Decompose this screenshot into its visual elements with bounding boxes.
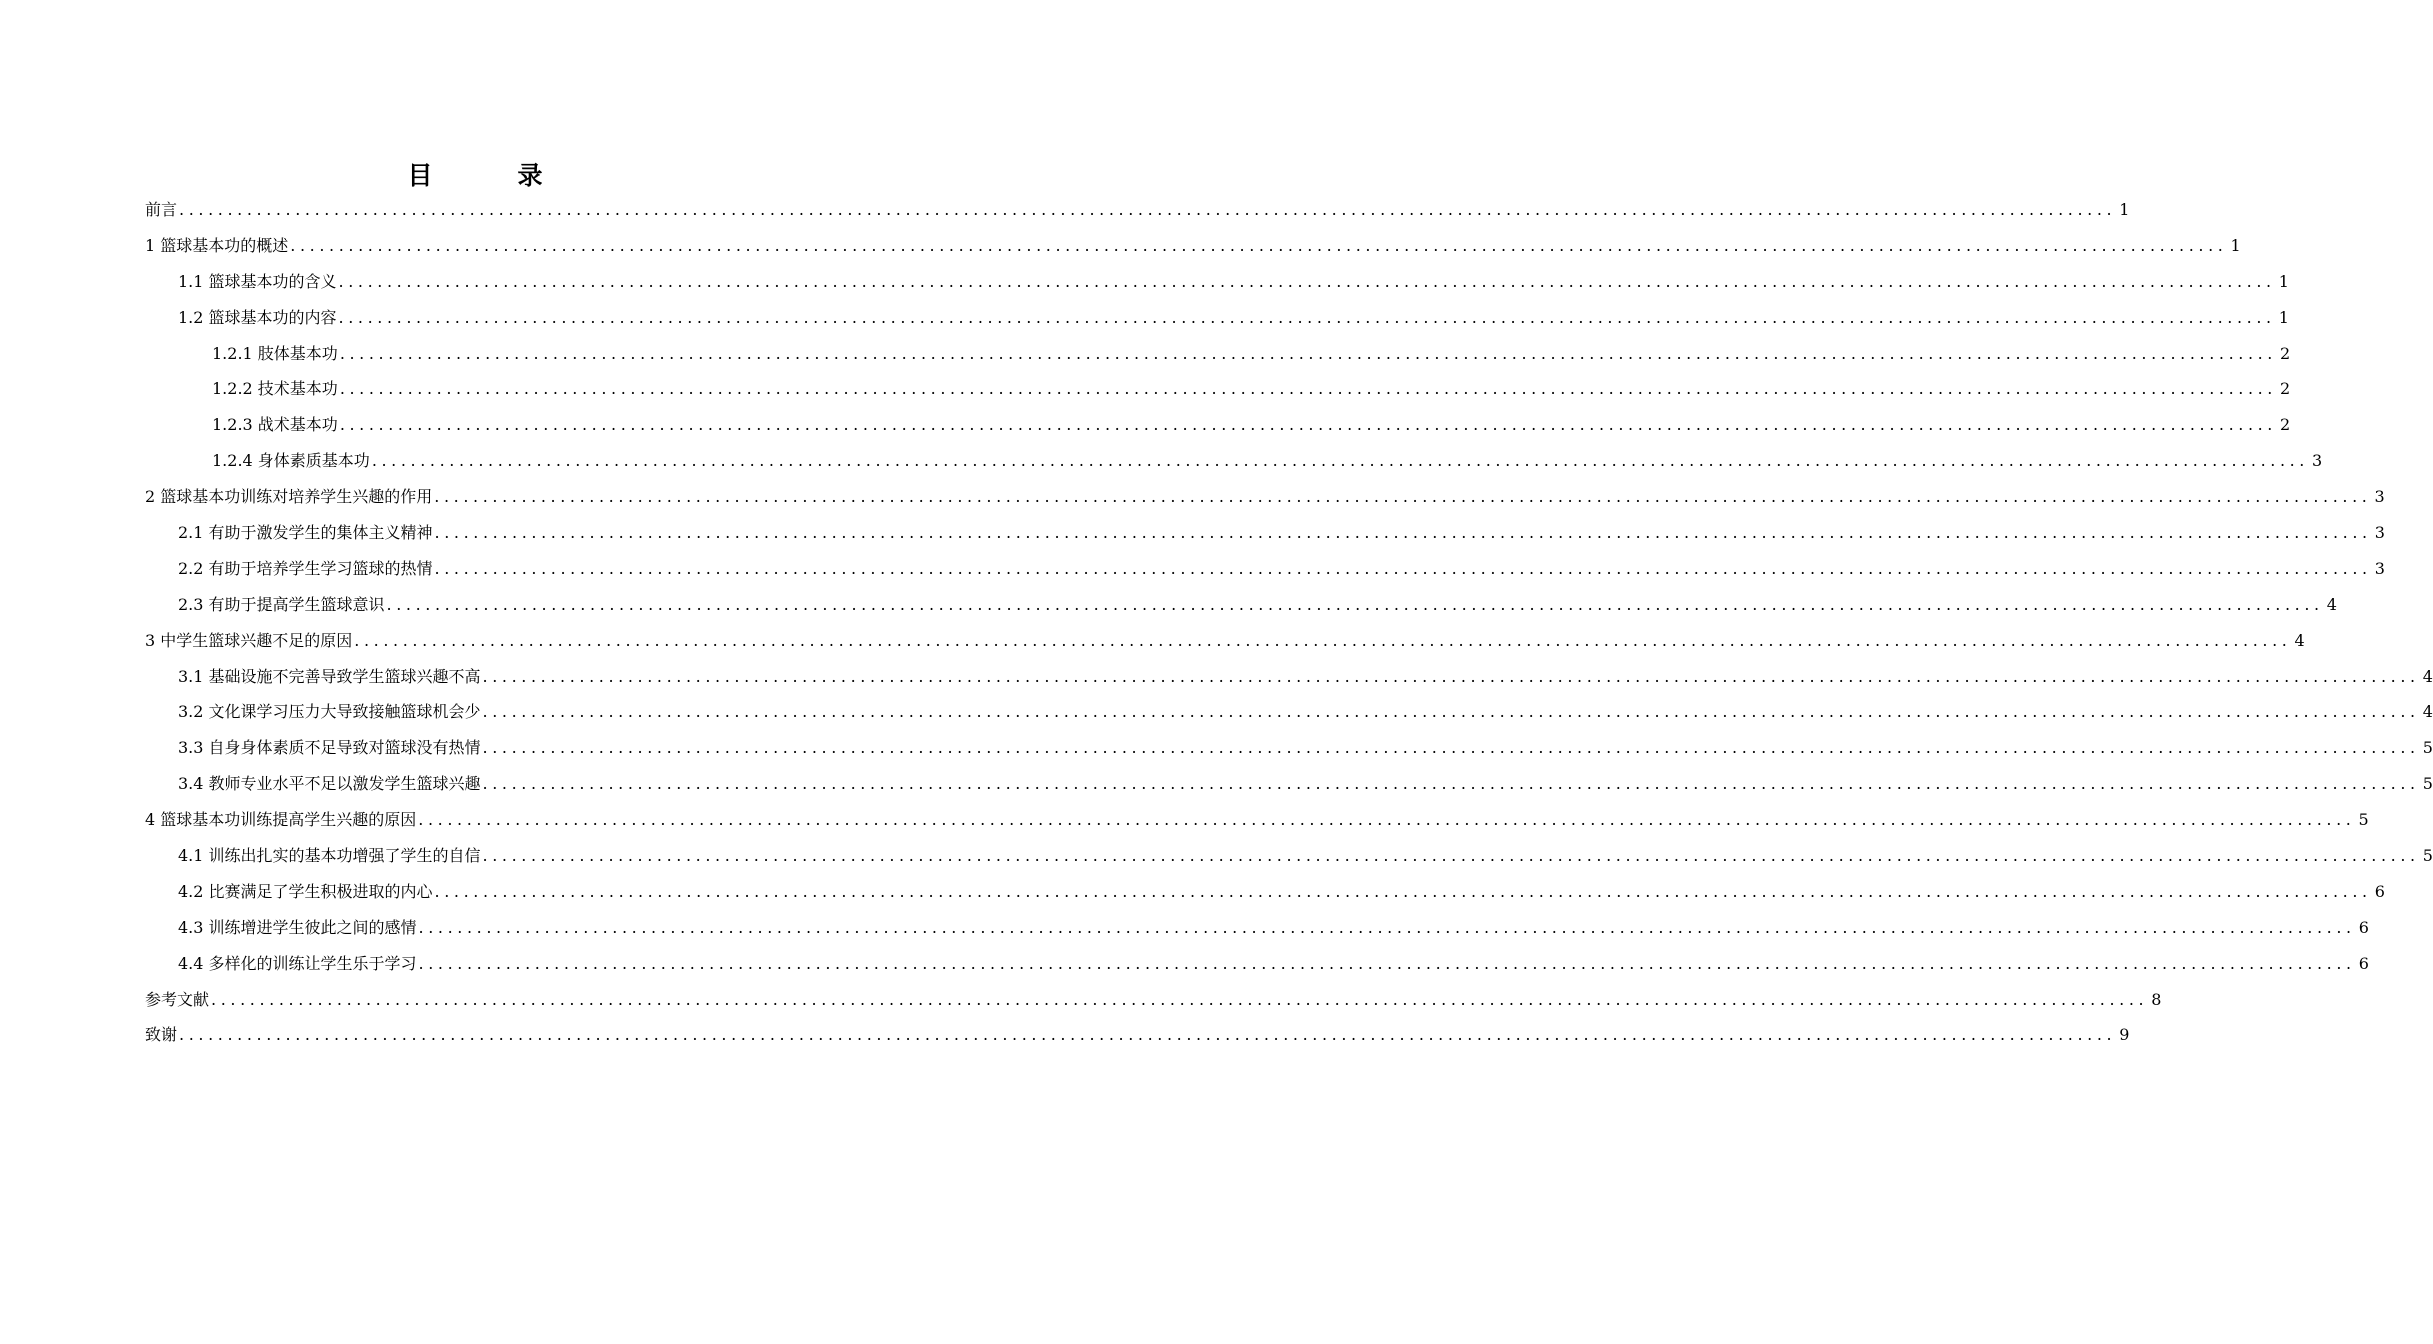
toc-entry-label: 2.2 有助于培养学生学习篮球的热情: [178, 558, 433, 578]
dot-leader: ........................................................................................................................................................................................................: [434, 558, 2372, 578]
toc-entry[interactable]: [145, 407, 2291, 443]
dot-leader: ........................................................................................................................................................................................................: [211, 989, 2149, 1009]
dot-leader: ........................................................................................................................................................................................................: [339, 415, 2277, 435]
toc-entry[interactable]: [145, 551, 2385, 587]
toc-entry[interactable]: [145, 730, 2433, 766]
toc-entry[interactable]: [145, 766, 2433, 802]
toc-entry[interactable]: [145, 694, 2433, 730]
toc-entry-label: 2 篮球基本功训练对培养学生兴趣的作用: [145, 487, 433, 507]
toc-entry-label: 4 篮球基本功训练提高学生兴趣的原因: [145, 810, 417, 830]
toc-entry-label: 致谢: [145, 1025, 178, 1045]
toc-entry-label: 1.2.4 身体素质基本功: [212, 451, 370, 471]
toc-entry[interactable]: [145, 228, 2241, 264]
toc-entry-label: 3 中学生篮球兴趣不足的原因: [145, 630, 353, 650]
toc-entry-page-number: 1: [2230, 235, 2241, 255]
toc-entry[interactable]: [145, 192, 2130, 228]
toc-entry[interactable]: [145, 264, 2289, 300]
dot-leader: ........................................................................................................................................................................................................: [179, 200, 2117, 219]
toc-entry-page-number: 6: [2358, 953, 2369, 973]
dot-leader: ........................................................................................................................................................................................................: [434, 487, 2372, 507]
toc-entry-label: 3.1 基础设施不完善导致学生篮球兴趣不高: [178, 666, 481, 686]
toc-entry-label: 4.4 多样化的训练让学生乐于学习: [178, 953, 417, 973]
toc-entry[interactable]: [145, 910, 2369, 946]
toc-entry[interactable]: [145, 1017, 2130, 1053]
toc-entry-page-number: 2: [2280, 415, 2291, 435]
toc-entry[interactable]: [145, 336, 2291, 372]
toc-entry-label: 参考文献: [145, 989, 210, 1009]
dot-leader: ........................................................................................................................................................................................................: [434, 881, 2372, 901]
toc-entry-page-number: 3: [2312, 451, 2323, 471]
toc-entry-page-number: 3: [2374, 523, 2385, 543]
dot-leader: ........................................................................................................................................................................................................: [338, 307, 2276, 327]
toc-entry-label: 1.2.2 技术基本功: [212, 379, 338, 399]
dot-leader: ........................................................................................................................................................................................................: [338, 271, 2276, 291]
dot-leader: ........................................................................................................................................................................................................: [179, 1025, 2117, 1045]
dot-leader: ........................................................................................................................................................................................................: [482, 738, 2420, 758]
toc-entry-label: 2.1 有助于激发学生的集体主义精神: [178, 523, 433, 543]
toc-entry-label: 1.1 篮球基本功的含义: [178, 271, 337, 291]
dot-leader: ........................................................................................................................................................................................................: [418, 810, 2356, 830]
toc-entry-label: 2.3 有助于提高学生篮球意识: [178, 594, 385, 614]
toc-entry-label: 4.2 比赛满足了学生积极进取的内心: [178, 881, 433, 901]
toc-entry-label: 3.2 文化课学习压力大导致接触篮球机会少: [178, 702, 481, 722]
toc-entry-label: 3.3 自身身体素质不足导致对篮球没有热情: [178, 738, 481, 758]
toc-entry-page-number: 4: [2326, 594, 2337, 614]
toc-entry-page-number: 4: [2422, 666, 2433, 686]
toc-entry-label: 前言: [145, 200, 178, 219]
toc-entry-page-number: 1: [2278, 271, 2289, 291]
toc-entry-page-number: 4: [2422, 702, 2433, 722]
dot-leader: ........................................................................................................................................................................................................: [354, 630, 2292, 650]
toc-entry-label: 1.2.1 肢体基本功: [212, 343, 338, 363]
dot-leader: ........................................................................................................................................................................................................: [418, 917, 2356, 937]
dot-leader: ........................................................................................................................................................................................................: [290, 235, 2228, 255]
toc-entry[interactable]: [145, 587, 2337, 623]
toc-entry[interactable]: [145, 982, 2162, 1018]
toc-entry-page-number: 6: [2358, 917, 2369, 937]
dot-leader: ........................................................................................................................................................................................................: [371, 451, 2309, 471]
page-title: 目 录: [407, 161, 573, 190]
dot-leader: ........................................................................................................................................................................................................: [386, 594, 2324, 614]
toc-entry-page-number: 1: [2278, 307, 2289, 327]
toc-entry[interactable]: [145, 623, 2305, 659]
dot-leader: ........................................................................................................................................................................................................: [482, 846, 2420, 866]
toc-entry[interactable]: [145, 371, 2291, 407]
dot-leader: ........................................................................................................................................................................................................: [482, 702, 2420, 722]
toc-entry-page-number: 5: [2422, 846, 2433, 866]
toc-entry-page-number: 2: [2280, 343, 2291, 363]
toc-entry[interactable]: [145, 300, 2289, 336]
toc-entry[interactable]: [145, 802, 2369, 838]
toc-entry-page-number: 9: [2119, 1025, 2130, 1045]
toc-entry-page-number: 5: [2422, 774, 2433, 794]
toc-entry[interactable]: [145, 443, 2323, 479]
dot-leader: ........................................................................................................................................................................................................: [482, 666, 2420, 686]
toc-entry-page-number: 4: [2294, 630, 2305, 650]
dot-leader: ........................................................................................................................................................................................................: [418, 953, 2356, 973]
toc-entry-page-number: 3: [2374, 487, 2385, 507]
toc-entry[interactable]: [145, 946, 2369, 982]
toc-entry-label: 3.4 教师专业水平不足以激发学生篮球兴趣: [178, 774, 481, 794]
dot-leader: ........................................................................................................................................................................................................: [434, 523, 2372, 543]
toc-entry[interactable]: [145, 874, 2385, 910]
toc-entry-page-number: 1: [2119, 200, 2130, 219]
toc-entry-label: 4.3 训练增进学生彼此之间的感情: [178, 917, 417, 937]
table-of-contents: [145, 192, 2433, 1053]
toc-entry-page-number: 3: [2374, 558, 2385, 578]
dot-leader: ........................................................................................................................................................................................................: [482, 774, 2420, 794]
toc-entry-page-number: 6: [2374, 881, 2385, 901]
toc-entry[interactable]: [145, 479, 2385, 515]
toc-entry[interactable]: [145, 838, 2433, 874]
toc-entry[interactable]: [145, 659, 2433, 695]
toc-entry-page-number: 5: [2358, 810, 2369, 830]
toc-entry-page-number: 2: [2280, 379, 2291, 399]
toc-entry-label: 1.2.3 战术基本功: [212, 415, 338, 435]
toc-entry[interactable]: [145, 515, 2385, 551]
toc-entry-label: 1 篮球基本功的概述: [145, 235, 289, 255]
dot-leader: ........................................................................................................................................................................................................: [339, 343, 2277, 363]
toc-entry-page-number: 5: [2422, 738, 2433, 758]
dot-leader: ........................................................................................................................................................................................................: [339, 379, 2277, 399]
toc-entry-page-number: 8: [2151, 989, 2162, 1009]
toc-entry-label: 4.1 训练出扎实的基本功增强了学生的自信: [178, 846, 481, 866]
toc-entry-label: 1.2 篮球基本功的内容: [178, 307, 337, 327]
